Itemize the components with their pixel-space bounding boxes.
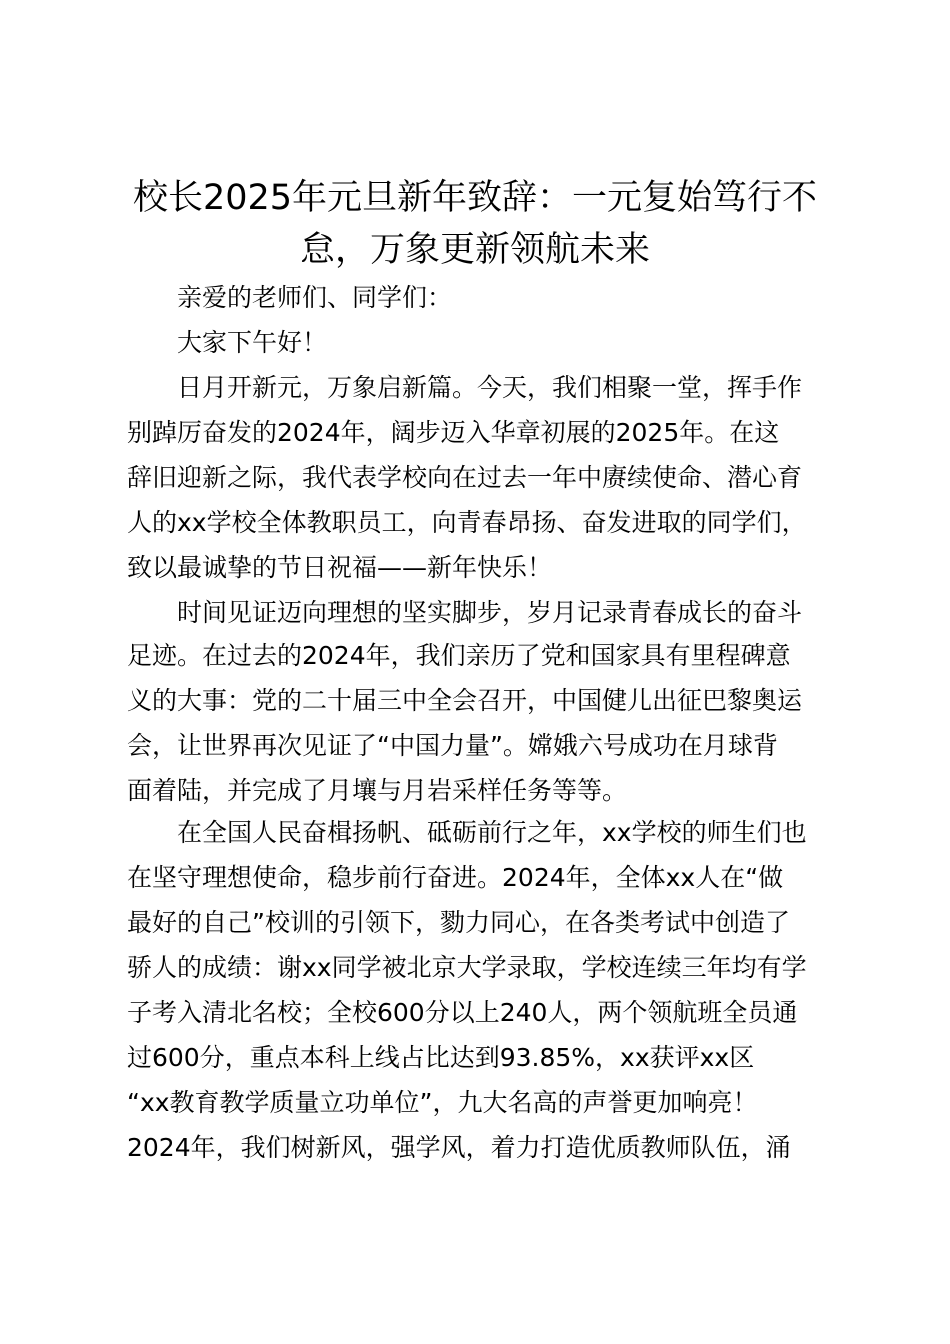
paragraph-line: 面着陆，并完成了月壤与月岩采样任务等等。 [127, 776, 628, 805]
paragraph-line: 别踔厉奋发的2024年，阔步迈入华章初展的2025年。在这 [127, 418, 780, 447]
salutation: 亲爱的老师们、同学们： [177, 283, 453, 312]
paragraph-line: 足迹。在过去的2024年，我们亲历了党和国家具有里程碑意 [127, 641, 791, 670]
greeting: 大家下午好！ [177, 328, 328, 357]
paragraph-line: 致以最诚挚的节日祝福——新年快乐！ [127, 553, 553, 582]
document-title [100, 172, 850, 276]
paragraph-line: 在坚守理想使命，稳步前行奋进。2024年，全体xx人在“做 [127, 863, 784, 892]
paragraph-line: 骄人的成绩：谢xx同学被北京大学录取，学校连续三年均有学 [127, 953, 807, 982]
title-line-1: 校长2025年元旦新年致辞：一元复始笃行不 [132, 178, 818, 218]
paragraph-line: 会，让世界再次见证了“中国力量”。嫦娥六号成功在月球背 [127, 731, 778, 760]
title-line-2: 怠，万象更新领航未来 [299, 230, 650, 270]
paragraph-line: 日月开新元，万象启新篇。今天，我们相聚一堂，挥手作 [177, 373, 803, 402]
paragraph-line: 时间见证迈向理想的坚实脚步，岁月记录青春成长的奋斗 [177, 598, 803, 627]
paragraph-line: 过600分，重点本科上线占比达到93.85%，xx获评xx区 [127, 1043, 755, 1072]
paragraph-line: 人的xx学校全体教职员工，向青春昂扬、奋发进取的同学们， [127, 508, 807, 537]
paragraph-line: “xx教育教学质量立功单位”，九大名高的声誉更加响亮！ [127, 1088, 758, 1117]
paragraph-line: 辞旧迎新之际，我代表学校向在过去一年中赓续使命、潜心育 [127, 463, 803, 492]
paragraph-line: 2024年，我们树新风，强学风，着力打造优质教师队伍，涌 [127, 1133, 791, 1162]
paragraph-line: 在全国人民奋楫扬帆、砥砺前行之年，xx学校的师生们也 [177, 818, 807, 847]
paragraph-line: 子考入清北名校；全校600分以上240人，两个领航班全员通 [127, 998, 798, 1027]
paragraph-line: 义的大事：党的二十届三中全会召开，中国健儿出征巴黎奥运 [127, 686, 803, 715]
paragraph-line: 最好的自己”校训的引领下，勠力同心，在各类考试中创造了 [127, 908, 790, 937]
